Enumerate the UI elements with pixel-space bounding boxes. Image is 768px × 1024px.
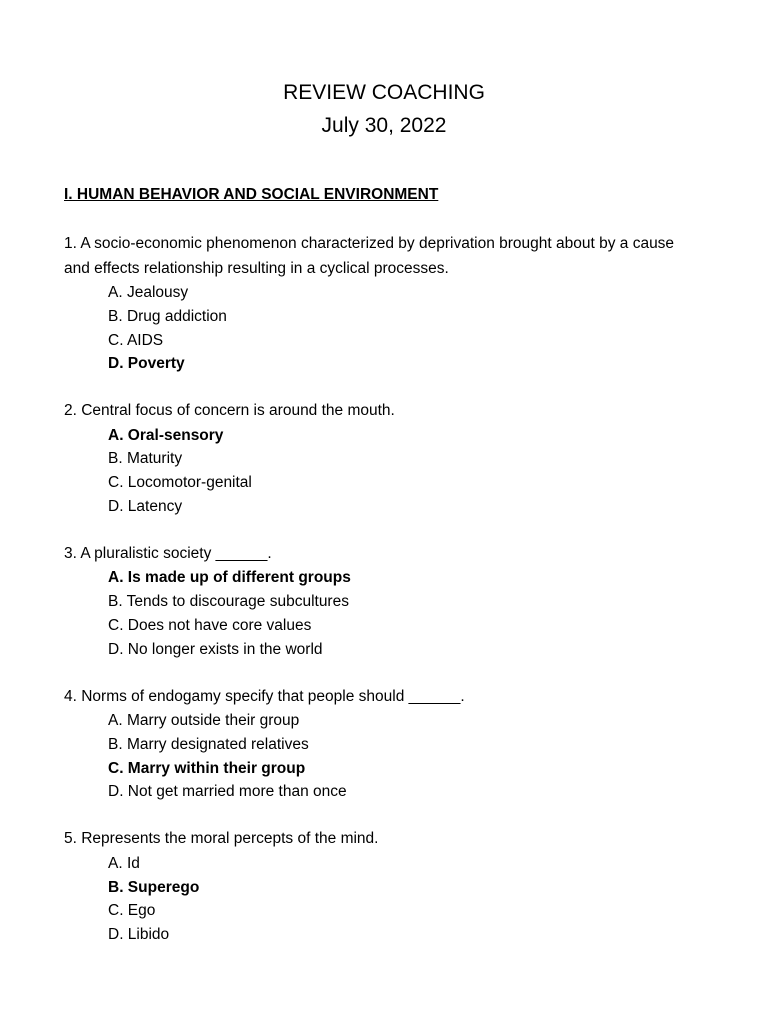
answer-option: C. AIDS: [108, 331, 164, 349]
question-item: [64, 542, 704, 662]
answer-option: B. Tends to discourage subcultures: [108, 593, 349, 611]
question-list: [64, 232, 704, 970]
question-text: 3. A pluralistic society ______.: [64, 544, 272, 562]
answer-option-correct: D. Poverty: [108, 355, 185, 373]
answer-option: D. Latency: [108, 498, 183, 516]
answer-options: [64, 281, 704, 376]
answer-option: C. Ego: [108, 902, 156, 920]
answer-options: [64, 566, 704, 661]
question-item: [64, 827, 704, 947]
answer-option: A. Jealousy: [108, 284, 189, 301]
document-title: REVIEW COACHING: [283, 81, 485, 104]
answer-option: C. Does not have core values: [108, 616, 312, 634]
answer-option-correct: A. Is made up of different groups: [108, 569, 351, 587]
question-item: [64, 399, 704, 519]
answer-options: [64, 852, 704, 947]
question-text: 5. Represents the moral percepts of the mind.: [64, 830, 379, 848]
answer-option: C. Locomotor-genital: [108, 474, 252, 492]
answer-option: D. Not get married more than once: [108, 783, 347, 801]
answer-option: B. Drug addiction: [108, 307, 227, 325]
answer-option-correct: B. Superego: [108, 878, 200, 896]
question-text: 4. Norms of endogamy specify that people should ______.: [64, 687, 465, 705]
answer-option-correct: C. Marry within their group: [108, 759, 306, 777]
answer-option: B. Marry designated relatives: [108, 735, 309, 753]
question-item: [64, 685, 704, 805]
answer-options: [64, 424, 704, 519]
answer-option: A. Marry outside their group: [108, 712, 300, 730]
answer-option: D. No longer exists in the world: [108, 640, 323, 658]
question-item: [64, 232, 704, 376]
document-date: July 30, 2022: [321, 114, 447, 137]
answer-option: D. Libido: [108, 926, 170, 944]
answer-option: B. Maturity: [108, 450, 183, 468]
answer-option-correct: A. Oral-sensory: [108, 426, 224, 444]
answer-options: [64, 709, 704, 804]
question-text: 2. Central focus of concern is around the mouth.: [64, 402, 395, 420]
question-text: 1. A socio-economic phenomenon characterized by deprivation brought about by a cause and effects relationship resulting in a cyclical processes.: [64, 235, 675, 277]
answer-option: A. Id: [108, 854, 140, 872]
title-block: [0, 76, 768, 142]
section-heading: I. HUMAN BEHAVIOR AND SOCIAL ENVIRONMENT: [64, 186, 439, 203]
